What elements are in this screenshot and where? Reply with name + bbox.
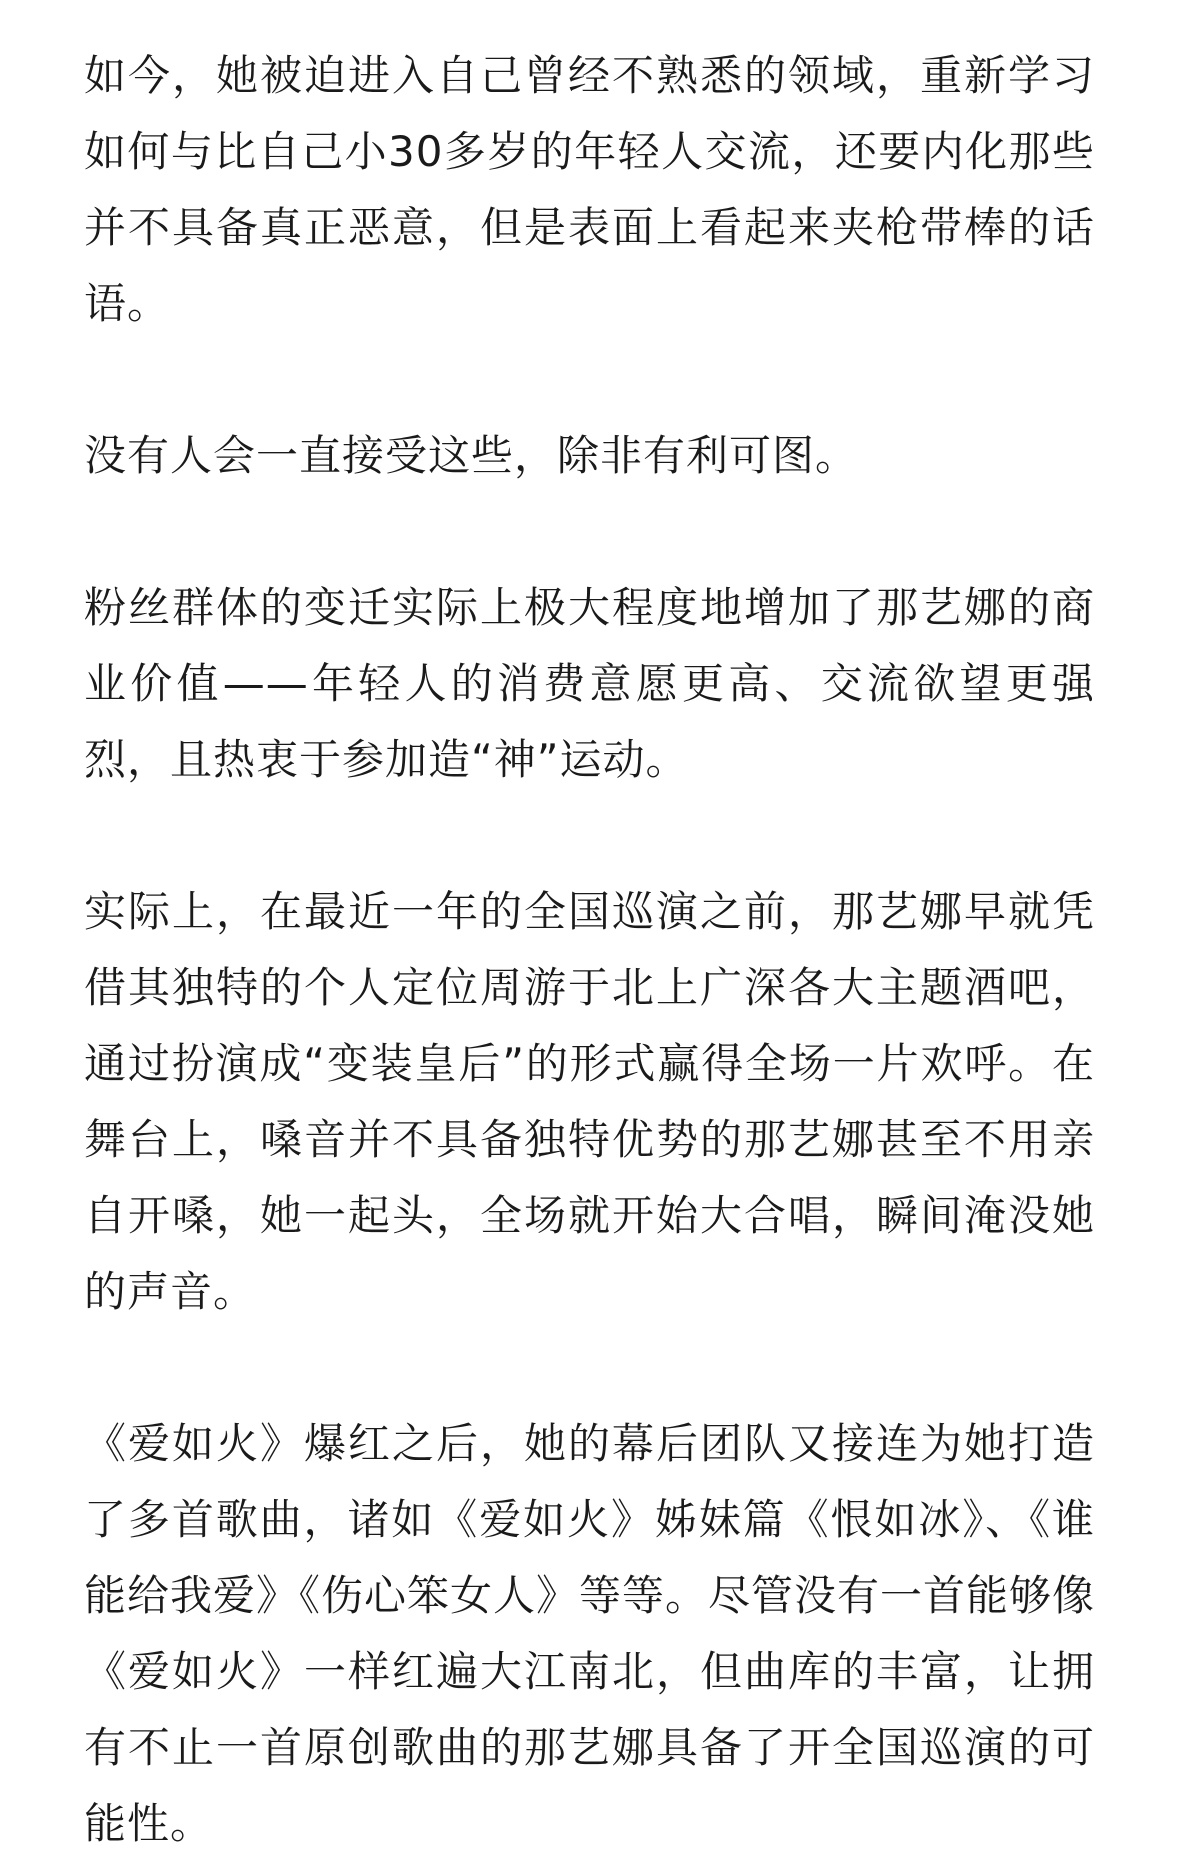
paragraph-5: 《爱如火》爆红之后，她的幕后团队又接连为她打造了多首歌曲，诸如《爱如火》姊妹篇《恨如冰》、《谁能给我爱》《伤心笨女人》等等。尽管没有一首能够像《爱如火》一样红遍大江南北，但曲库的丰富，让拥有不止一首原创歌曲的那艺娜具备了开全国巡演的可能性。 [84, 1419, 1096, 1848]
article-body [84, 38, 1095, 1862]
paragraph-4: 实际上，在最近一年的全国巡演之前，那艺娜早就凭借其独特的个人定位周游于北上广深各大主题酒吧，通过扮演成“变装皇后”的形式赢得全场一片欢呼。在舞台上，嗓音并不具备独特优势的那艺娜甚至不用亲自开嗓，她一起头，全场就开始大合唱，瞬间淹没她的声音。 [84, 887, 1095, 1316]
paragraph-2: 没有人会一直接受这些，除非有利可图。 [84, 431, 859, 480]
paragraph-1: 如今，她被迫进入自己曾经不熟悉的领域，重新学习如何与比自己小30多岁的年轻人交流，还要内化那些并不具备真正恶意，但是表面上看起来夹枪带棒的话语。 [84, 51, 1095, 328]
paragraph-3: 粉丝群体的变迁实际上极大程度地增加了那艺娜的商业价值——年轻人的消费意愿更高、交流欲望更强烈，且热衷于参加造“神”运动。 [84, 583, 1095, 784]
